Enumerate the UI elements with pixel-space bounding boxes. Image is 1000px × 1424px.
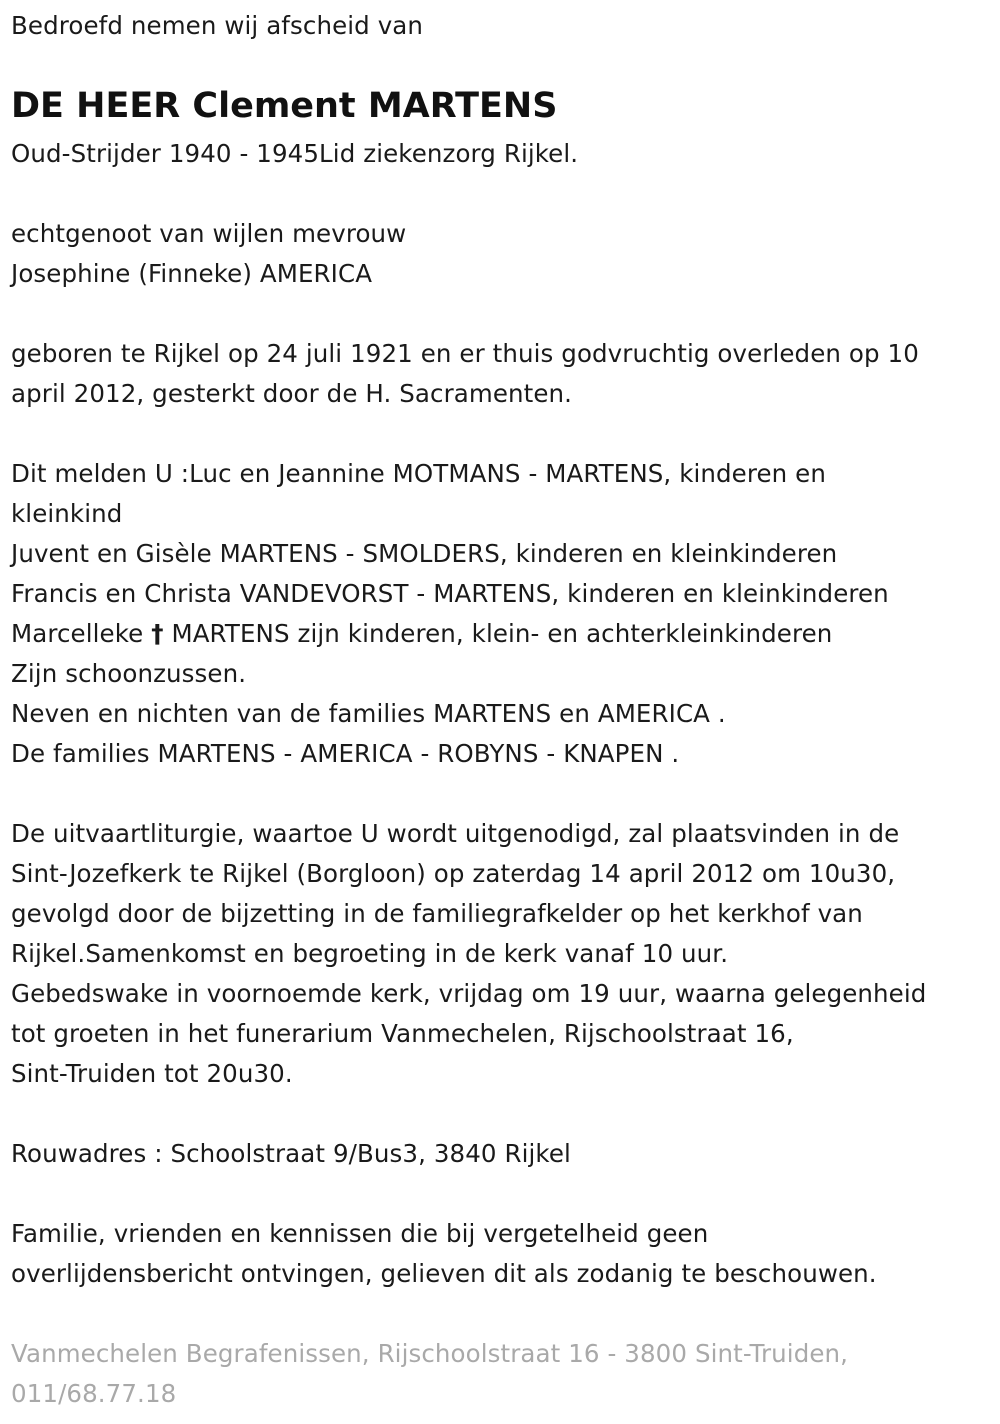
funeral-home-address: Vanmechelen Begrafenissen, Rijschoolstraat 16 - 3800 Sint-Truiden, — [11, 1339, 849, 1368]
closing-line: overlijdensbericht ontvingen, gelieven dit als zodanig te beschouwen. — [11, 1259, 877, 1288]
deceased-name: DE HEER Clement MARTENS — [11, 86, 558, 126]
family-block — [11, 454, 889, 774]
mourning-address-block — [11, 1134, 571, 1174]
mourning-address: Rouwadres : Schoolstraat 9/Bus3, 3840 Rijkel — [11, 1139, 571, 1168]
service-line: tot groeten in het funerarium Vanmechelen, Rijschoolstraat 16, — [11, 1019, 794, 1048]
service-line: Sint-Jozefkerk te Rijkel (Borgloon) op zaterdag 14 april 2012 om 10u30, — [11, 859, 896, 888]
family-line: Francis en Christa VANDEVORST - MARTENS, kinderen en kleinkinderen — [11, 579, 889, 608]
service-line: Gebedswake in voornoemde kerk, vrijdag om 19 uur, waarna gelegenheid — [11, 979, 927, 1008]
service-line: De uitvaartliturgie, waartoe U wordt uitgenodigd, zal plaatsvinden in de — [11, 819, 900, 848]
deceased-subtitle: Oud-Strijder 1940 - 1945Lid ziekenzorg Rijkel. — [11, 139, 579, 168]
family-member-name: Marcelleke — [11, 619, 152, 648]
funeral-home-footer — [11, 1334, 848, 1414]
closing-line: Familie, vrienden en kennissen die bij vergetelheid geen — [11, 1219, 709, 1248]
funeral-home-phone: 011/68.77.18 — [11, 1379, 177, 1408]
family-line: De families MARTENS - AMERICA - ROBYNS - KNAPEN . — [11, 739, 680, 768]
spouse-name: Josephine (Finneke) AMERICA — [11, 259, 373, 288]
birth-death-block — [11, 334, 919, 414]
subtitle-block — [11, 134, 578, 174]
family-line: Neven en nichten van de families MARTENS en AMERICA . — [11, 699, 726, 728]
family-line: Zijn schoonzussen. — [11, 659, 247, 688]
intro-text: Bedroefd nemen wij afscheid van — [11, 11, 424, 40]
service-line: gevolgd door de bijzetting in de familiegrafkelder op het kerkhof van — [11, 899, 863, 928]
closing-block — [11, 1214, 877, 1294]
service-line: Rijkel.Samenkomst en begroeting in de kerk vanaf 10 uur. — [11, 939, 729, 968]
family-line: Juvent en Gisèle MARTENS - SMOLDERS, kinderen en kleinkinderen — [11, 539, 838, 568]
birth-death-line: geboren te Rijkel op 24 juli 1921 en er thuis godvruchtig overleden op 10 — [11, 339, 919, 368]
spouse-line: echtgenoot van wijlen mevrouw — [11, 219, 407, 248]
family-member-text: MARTENS zijn kinderen, klein- en achterkleinkinderen — [163, 619, 833, 648]
service-line: Sint-Truiden tot 20u30. — [11, 1059, 293, 1088]
cross-icon: † — [151, 619, 164, 648]
family-line: kleinkind — [11, 499, 123, 528]
birth-death-line: april 2012, gesterkt door de H. Sacramenten. — [11, 379, 573, 408]
family-line: Dit melden U :Luc en Jeannine MOTMANS - MARTENS, kinderen en — [11, 459, 826, 488]
service-block — [11, 814, 926, 1094]
family-line — [11, 614, 889, 654]
spouse-block — [11, 214, 406, 294]
